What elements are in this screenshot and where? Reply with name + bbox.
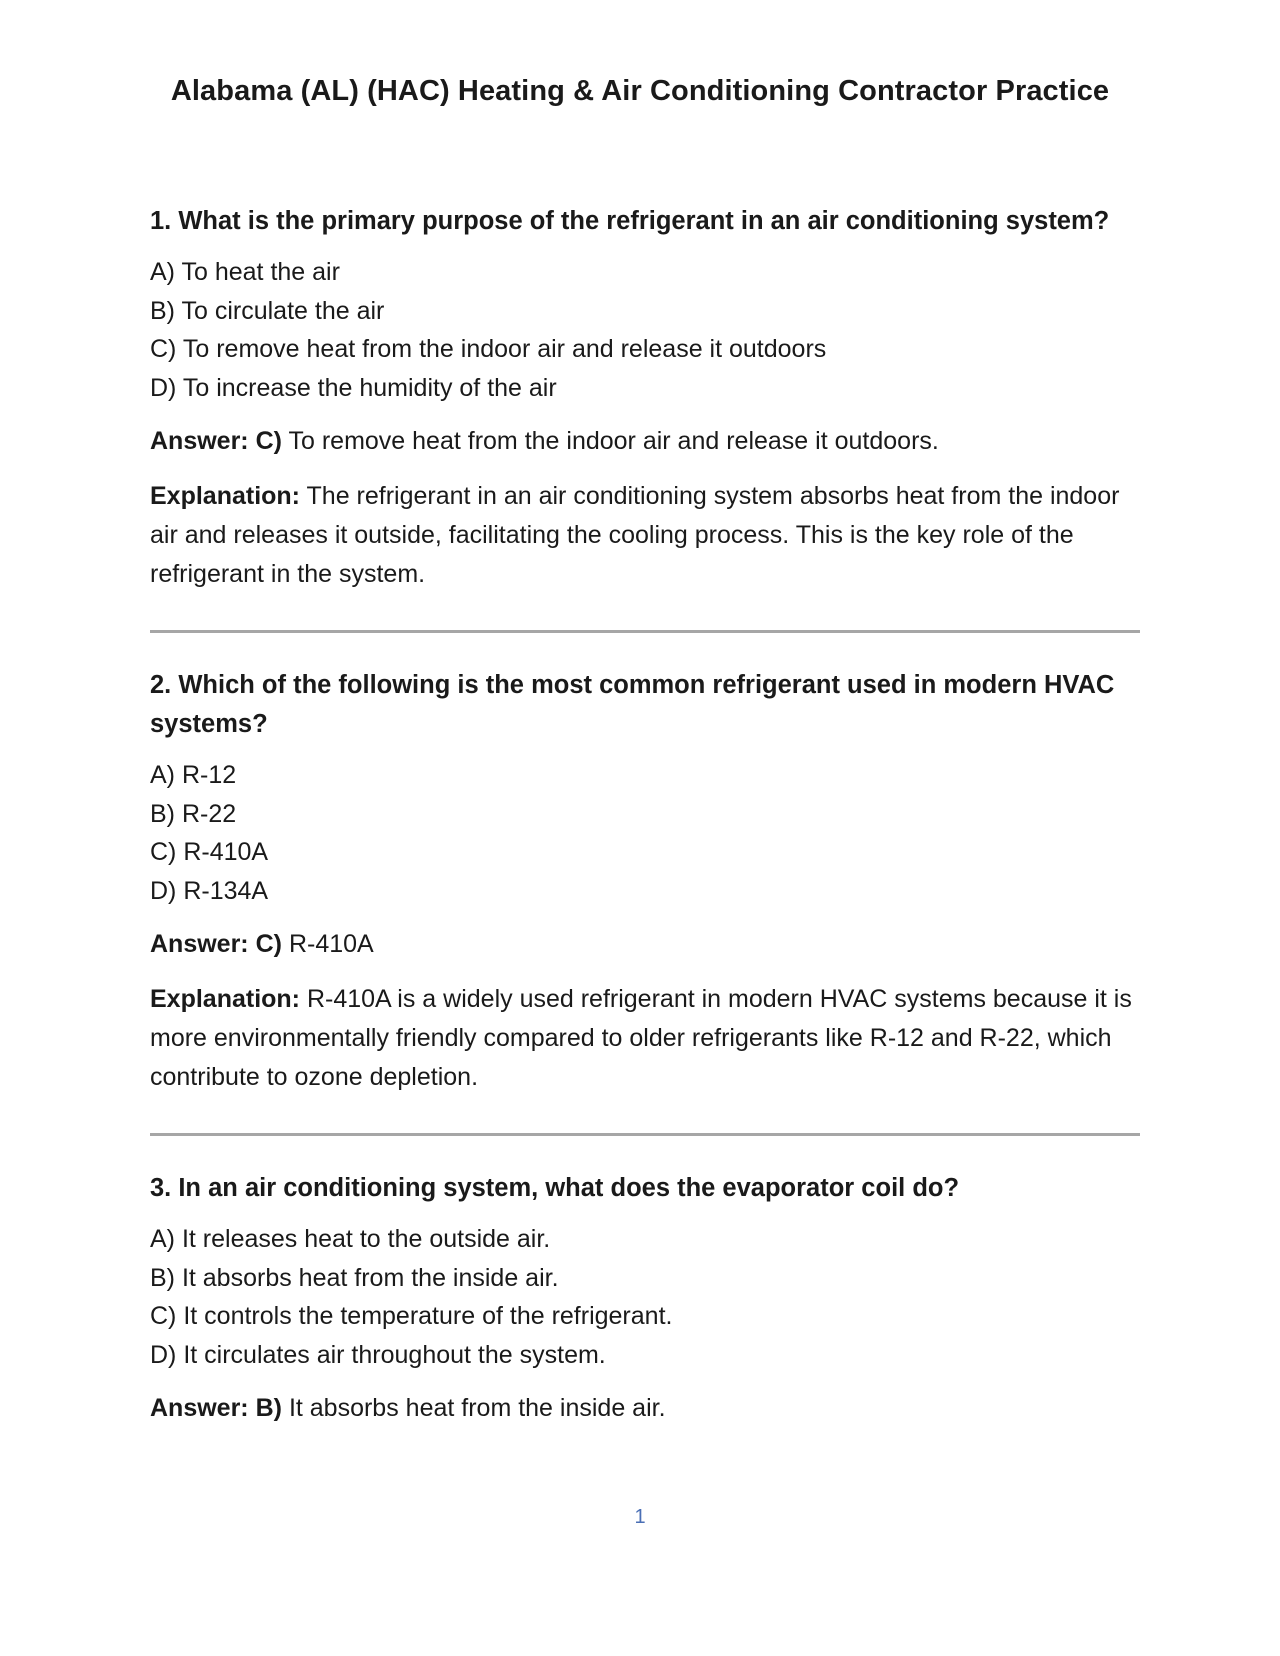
explanation-label: Explanation: [150,482,301,510]
explanation-text: R-410A is a widely used refrigerant in modern HVAC systems because it is more environmentally friendly compared to older refrigerants like R-12 and R-22, which contribute to ozone depletion. [150,985,1132,1091]
explanation-label: Explanation: [150,985,301,1013]
answer-line [150,1389,1140,1428]
option-b: B) It absorbs heat from the inside air. [150,1263,559,1292]
page-title: Alabama (AL) (HAC) Heating & Air Conditioning Contractor Practice [170,75,1110,107]
question-title: 2. Which of the following is the most common refrigerant used in modern HVAC systems? [150,671,1115,738]
option-c: C) R-410A [150,838,269,866]
option-d: D) To increase the humidity of the air [150,373,557,402]
option-a: A) To heat the air [150,258,340,286]
option-b: B) To circulate the air [150,296,385,325]
question-title: 3. In an air conditioning system, what does the evaporator coil do? [150,1174,960,1202]
option-c: C) It controls the temperature of the refrigerant. [150,1302,673,1330]
answer-line [150,925,1140,964]
option-a: A) R-12 [150,761,237,789]
question-3 [150,1169,1140,1428]
answer-text: R-410A [288,930,374,958]
answer-label: Answer: [150,427,249,455]
question-title: 1. What is the primary purpose of the refrigerant in an air conditioning system? [150,207,1110,235]
answer-letter: C) [255,427,282,455]
options-list [150,253,1140,407]
section-divider [150,1133,1140,1136]
page-number: 1 [634,1506,646,1528]
options-list [150,1220,1140,1374]
option-a: A) It releases heat to the outside air. [150,1225,551,1253]
question-1 [150,202,1140,594]
answer-text: To remove heat from the indoor air and release it outdoors. [288,427,939,455]
explanation-paragraph [150,980,1140,1097]
answer-letter: C) [255,930,282,958]
option-d: D) R-134A [150,876,269,905]
answer-letter: B) [255,1394,282,1422]
option-b: B) R-22 [150,799,237,828]
option-c: C) To remove heat from the indoor air and release it outdoors [150,335,827,363]
answer-label: Answer: [150,930,249,958]
option-d: D) It circulates air throughout the system. [150,1340,606,1369]
answer-label: Answer: [150,1394,249,1422]
options-list [150,756,1140,910]
section-divider [150,630,1140,633]
question-2 [150,666,1140,1097]
explanation-text: The refrigerant in an air conditioning system absorbs heat from the indoor air and releases it outside, facilitating the cooling process. This is the key role of the refrigerant in the system. [150,482,1120,588]
question-list [150,202,1140,1444]
answer-text: It absorbs heat from the inside air. [288,1394,666,1422]
answer-line [150,422,1140,461]
explanation-paragraph [150,477,1140,594]
